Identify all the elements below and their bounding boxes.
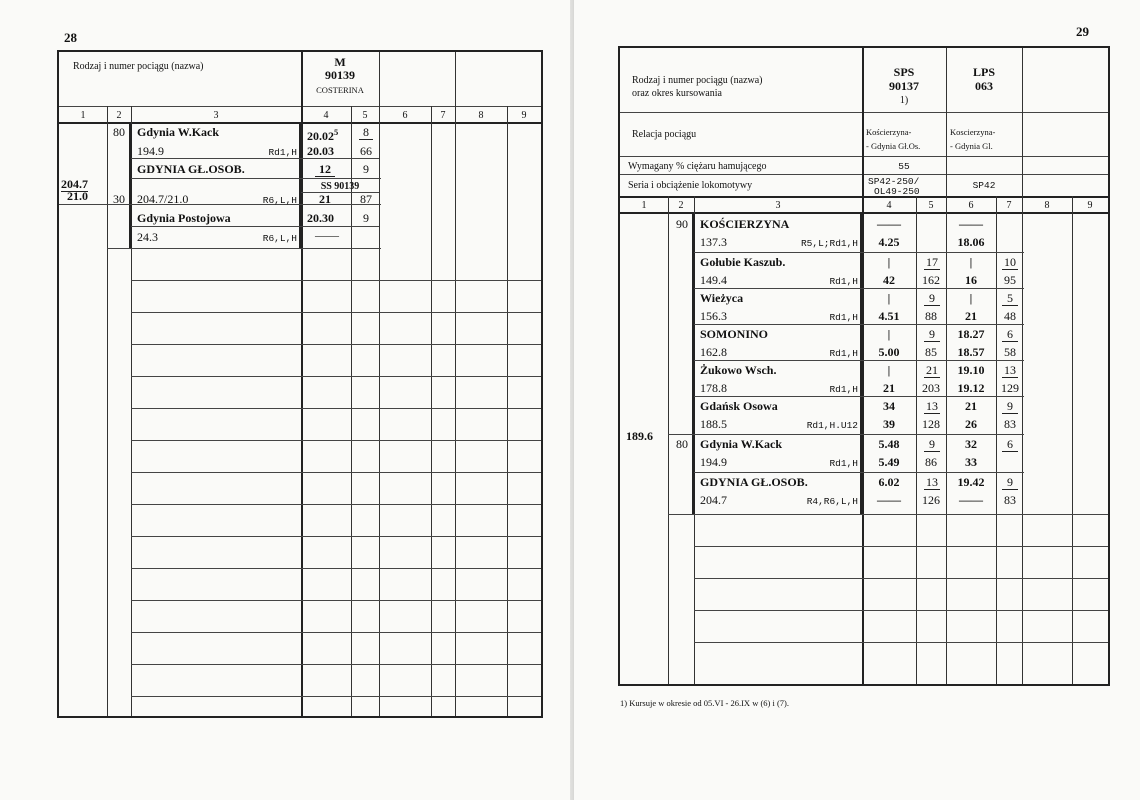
train-type: M <box>334 55 346 69</box>
station-km: 24.3 <box>137 230 158 244</box>
train1-footnote-ref: 1) <box>899 95 909 106</box>
time-value: 4.25 <box>878 235 900 249</box>
station-codes: R6,L,H <box>262 195 297 206</box>
train1-brake: 55 <box>898 161 910 172</box>
time-value: 20.30 <box>307 211 334 225</box>
stop-value: 9 <box>924 328 940 342</box>
time-value: 6.02 <box>878 475 900 489</box>
stop-value: 9 <box>924 292 940 306</box>
col-number: 2 <box>116 110 122 121</box>
station-name: Gdynia W.Kack <box>700 437 783 451</box>
col-number: 5 <box>362 110 368 121</box>
station-name: SOMONINO <box>700 327 769 341</box>
time-value: 34 <box>883 399 895 413</box>
stop-value: 129 <box>1001 381 1019 395</box>
train-name: COSTERINA <box>316 85 364 95</box>
km-start-2: 21.0 <box>67 189 88 203</box>
right-page <box>574 0 1140 800</box>
station-km: 194.9 <box>137 144 164 158</box>
col-number: 9 <box>1087 200 1093 211</box>
stop-value: 87 <box>360 192 372 206</box>
stop-value: 13 <box>926 399 938 413</box>
page-number: 28 <box>64 30 77 45</box>
station-codes: Rd1,H <box>829 384 858 395</box>
time-value: 5.00 <box>878 345 900 359</box>
stop-value: 88 <box>925 309 937 323</box>
stop-value: 58 <box>1004 345 1016 359</box>
time-departure: 20.03 <box>307 144 334 158</box>
time-value: | <box>969 255 973 269</box>
stop-value: 17 <box>926 255 938 269</box>
time-arrival: 20.02$^5$ <box>307 127 339 143</box>
time-value: | <box>887 327 891 341</box>
timetable-grid-left <box>57 50 543 718</box>
train-period-label: oraz okres kursowania <box>632 88 722 99</box>
stop-value: 9 <box>924 438 940 452</box>
station-name: Gołubie Kaszub. <box>700 255 786 269</box>
station-name: Żukowo Wsch. <box>700 363 777 377</box>
station-name: GDYNIA GŁ.OSOB. <box>137 162 245 176</box>
col-number: 3 <box>213 110 219 121</box>
train1-number: 90137 <box>889 79 919 93</box>
col-number: 6 <box>968 200 974 211</box>
km-start: 204.7 <box>61 177 88 191</box>
speed-value: 80 <box>113 125 125 139</box>
footnote: 1) Kursuje w okresie od 05.VI - 26.IX w (6) i (7). <box>620 698 790 708</box>
relation-label: Relacja pociągu <box>632 129 697 140</box>
train2-relation: - Gdynia Gl. <box>950 141 993 151</box>
time-value: 12 <box>315 163 335 177</box>
time-value: | <box>887 363 891 377</box>
time-value: 32 <box>965 437 977 451</box>
station-name: Gdynia Postojowa <box>137 211 231 225</box>
train1-loco: SP42-250/ <box>868 176 920 187</box>
stop-value: 85 <box>925 345 937 359</box>
time-value: 19.10 <box>957 363 985 377</box>
station-km: 137.3 <box>700 235 727 249</box>
connecting-train: SS 90139 <box>320 181 360 192</box>
time-value: 21 <box>965 309 977 323</box>
train2-number: 063 <box>975 79 993 93</box>
station-codes: R6,L,H <box>262 233 297 244</box>
station-km: 204.7 <box>700 493 727 507</box>
col-number: 3 <box>775 200 781 211</box>
col-number: 2 <box>678 200 684 211</box>
stop-value: 21 <box>926 363 938 377</box>
col-number: 9 <box>521 110 527 121</box>
time-value: | <box>887 255 891 269</box>
station-codes: R4,R6,L,H <box>806 496 858 507</box>
train2-type: LPS <box>972 65 995 79</box>
station-codes: Rd1,H <box>829 348 858 359</box>
station-km: 188.5 <box>700 417 727 431</box>
col-number: 8 <box>1044 200 1050 211</box>
station-codes: Rd1,H <box>268 147 297 158</box>
col-number: 7 <box>440 110 446 121</box>
speed-value: 90 <box>676 217 688 231</box>
time-value: —— <box>959 217 983 231</box>
stop-value: 66 <box>360 144 372 158</box>
col-number: 7 <box>1006 200 1012 211</box>
timetable-grid-right <box>618 46 1110 686</box>
col-number: 8 <box>478 110 484 121</box>
station-codes: Rd1,H <box>829 312 858 323</box>
station-codes: Rd1,H <box>829 276 858 287</box>
stop-value: 126 <box>922 493 940 507</box>
time-value: | <box>887 291 891 305</box>
station-codes: Rd1,H.U12 <box>806 420 858 431</box>
train-type-label: Rodzaj i numer pociągu (nazwa) <box>73 61 204 72</box>
stop-value: 95 <box>1004 273 1016 287</box>
train-type-label: Rodzaj i numer pociągu (nazwa) <box>632 75 763 86</box>
col-number: 4 <box>886 200 892 211</box>
stop-value: 6 <box>1002 438 1018 452</box>
stop-value: 9 <box>1002 400 1018 414</box>
time-value: | <box>969 291 973 305</box>
train1-relation: - Gdynia Gł.Os. <box>866 141 921 151</box>
train-number: 90139 <box>325 68 355 82</box>
time-value: 19.42 <box>957 475 985 489</box>
station-codes: Rd1,H <box>829 458 858 469</box>
brake-label: Wymagany % ciężaru hamującego <box>628 161 767 172</box>
train1-relation: Kościerzyna- <box>866 127 912 137</box>
station-name: GDYNIA GŁ.OSOB. <box>700 475 808 489</box>
station-km: 194.9 <box>700 455 727 469</box>
col-number: 1 <box>641 200 647 211</box>
station-name: Gdynia W.Kack <box>137 125 220 139</box>
time-value: 5.49 <box>878 455 900 469</box>
stop-value: 86 <box>925 455 937 469</box>
time-value: 19.12 <box>957 381 985 395</box>
station-codes: R5,L;Rd1,H <box>800 238 858 249</box>
train2-relation: Koscierzyna- <box>950 127 996 137</box>
station-name: Wieżyca <box>700 291 744 305</box>
time-value: 21 <box>319 192 331 206</box>
time-value: 18.57 <box>957 345 985 359</box>
time-value: 21 <box>965 399 977 413</box>
speed-value: 30 <box>113 192 125 206</box>
time-value: —— <box>959 493 983 507</box>
station-name: Gdańsk Osowa <box>700 399 778 413</box>
time-value: 33 <box>965 455 977 469</box>
station-name: KOŚCIERZYNA <box>700 217 790 231</box>
time-value: 5.48 <box>878 437 900 451</box>
time-value: —— <box>877 493 901 507</box>
train1-type: SPS <box>893 65 915 79</box>
stop-value: 9 <box>1002 476 1018 490</box>
stop-value: 83 <box>1004 417 1016 431</box>
stop-value: 48 <box>1004 309 1016 323</box>
time-dash: —— <box>315 228 339 242</box>
col-number: 1 <box>80 110 86 121</box>
speed-value: 80 <box>676 437 688 451</box>
stop-value: 6 <box>1002 328 1018 342</box>
stop-value: 5 <box>1002 292 1018 306</box>
stop-value: 8 <box>359 126 373 140</box>
loco-label: Seria i obciążenie lokomotywy <box>628 180 753 191</box>
stop-value: 83 <box>1004 493 1016 507</box>
time-value: 16 <box>965 273 977 287</box>
stop-value: 10 <box>1004 255 1016 269</box>
time-value: 39 <box>883 417 895 431</box>
train2-loco: SP42 <box>972 180 996 191</box>
stop-value: 128 <box>922 417 940 431</box>
time-value: —— <box>877 217 901 231</box>
station-km: 204.7/21.0 <box>137 192 189 206</box>
time-value: 21 <box>883 381 895 395</box>
col-number: 6 <box>402 110 408 121</box>
station-km: 156.3 <box>700 309 727 323</box>
stop-value: 13 <box>1004 363 1016 377</box>
station-rows <box>620 48 1108 684</box>
page-number: 29 <box>1076 24 1089 39</box>
train1-loco-2: OL49-250 <box>874 186 920 197</box>
stop-value: 13 <box>926 475 938 489</box>
time-value: 18.06 <box>957 235 985 249</box>
col-number: 5 <box>928 200 934 211</box>
stop-value: 9 <box>363 162 369 176</box>
station-km: 178.8 <box>700 381 727 395</box>
stop-value: 162 <box>922 273 940 287</box>
time-value: 26 <box>965 417 977 431</box>
time-value: 42 <box>883 273 895 287</box>
station-km: 162.8 <box>700 345 727 359</box>
time-value: 4.51 <box>878 309 900 323</box>
stop-value: 203 <box>922 381 940 395</box>
station-km: 149.4 <box>700 273 727 287</box>
time-value: 18.27 <box>957 327 985 341</box>
km-marker: 189.6 <box>626 429 653 443</box>
stop-value: 9 <box>363 211 369 225</box>
col-number: 4 <box>323 110 329 121</box>
